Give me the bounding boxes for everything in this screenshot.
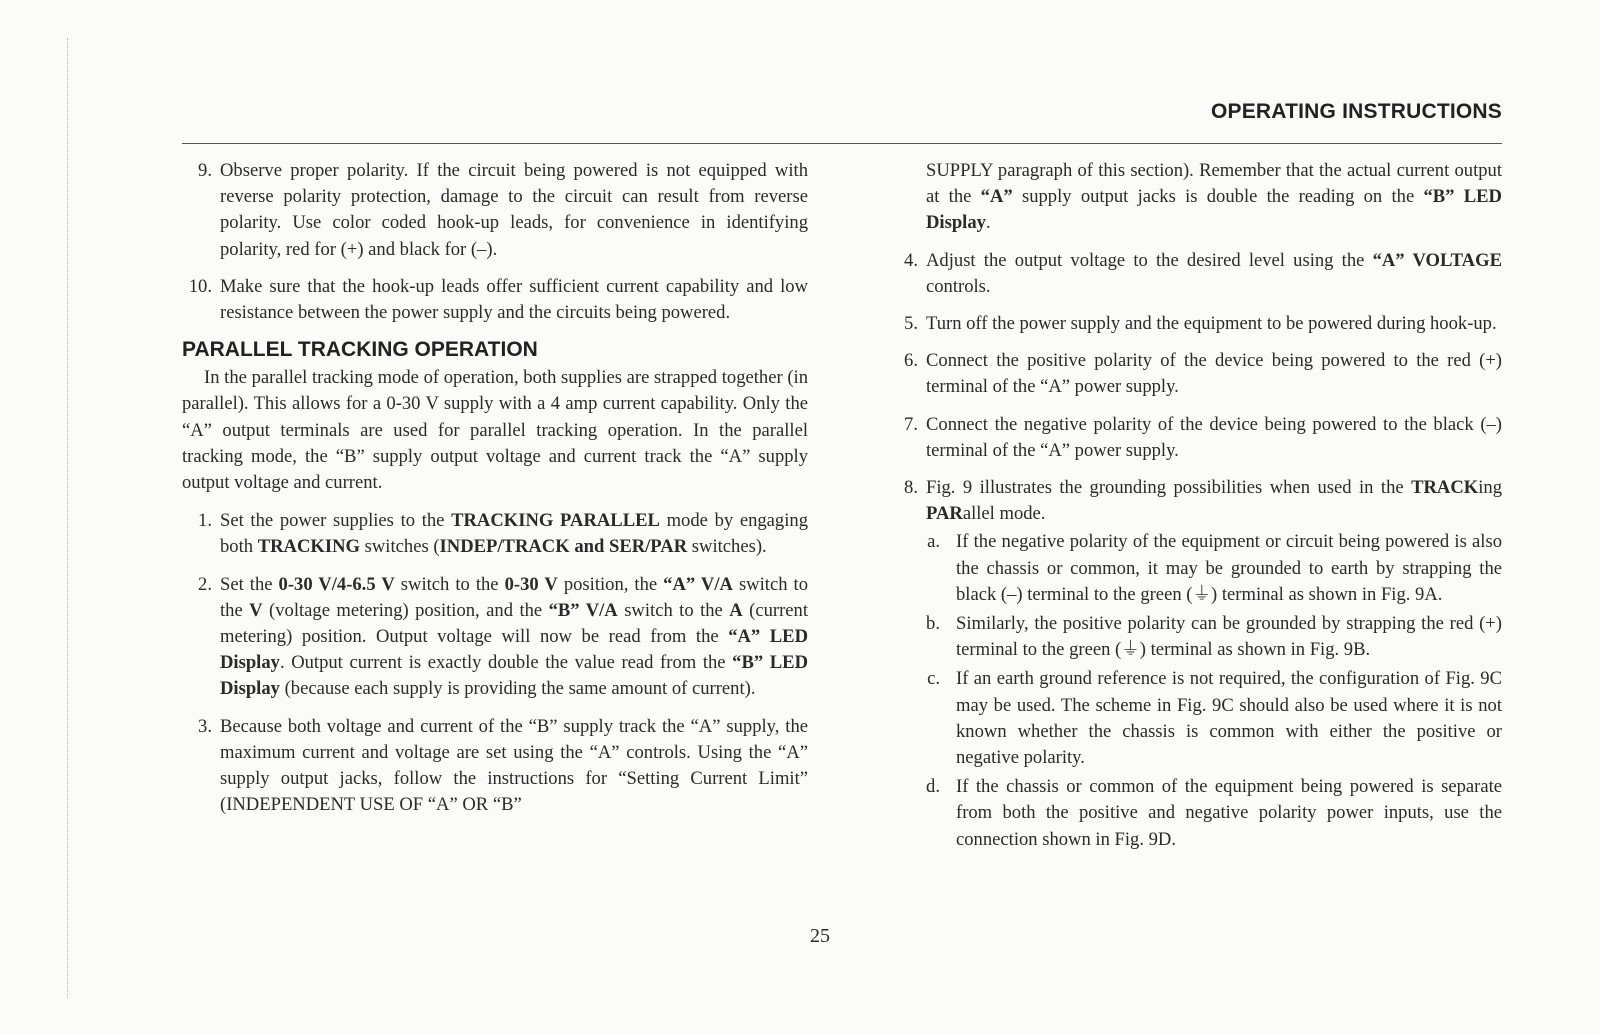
sub-item-text: If an earth ground reference is not required, the configuration of Fig. 9C may be used. The scheme in Fig. 9C should also be used where it is not known whether the chassis is common with either the positive or negative polarity. xyxy=(956,668,1502,769)
sub-item-letter: b. xyxy=(926,613,940,635)
step-5 xyxy=(888,311,1502,337)
step-4 xyxy=(888,248,1502,300)
item-number: 9. xyxy=(198,160,212,181)
right-column xyxy=(888,158,1502,856)
step-number: 4. xyxy=(904,249,918,271)
sub-item-letter: c. xyxy=(927,668,940,690)
step-number: 5. xyxy=(904,313,918,335)
item-text: Make sure that the hook-up leads offer sufficient current capability and low resistance between the power supply and the circuits being powered. xyxy=(220,275,808,324)
step-text: Set the power supplies to the TRACKING PARALLEL mode by engaging both TRACKING switches (INDEP/TRACK and SER/PAR switches). xyxy=(220,510,808,558)
header-rule xyxy=(182,143,1502,144)
step-text: Set the 0-30 V/4-6.5 V switch to the 0-30 V position, the “A” V/A switch to the V (voltage metering) position, and the “B” V/A switch to the A (current metering) position. Output voltage will now be read from the “A” LED Display. Output current is exactly double the value read from the “B” LED Display (because each supply is providing the same amount of current). xyxy=(220,573,809,700)
sub-item-letter: a. xyxy=(927,531,940,553)
step-6 xyxy=(888,348,1502,400)
step-text: Because both voltage and current of the “B” supply track the “A” supply, the maximum current and voltage are set using the “A” controls. Using the “A” supply output jacks, follow the instructions for “Setting Current Limit” (INDEPENDENT USE OF “A” OR “B” xyxy=(220,715,808,816)
section-intro: In the parallel tracking mode of operation, both supplies are strapped together (in parallel). This allows for a 0-30 V supply with a 4 amp current capability. Only the “A” output terminals are used for parallel tracking operation. In the parallel tracking mode, the “B” supply output voltage and current track the “A” supply output voltage and current. xyxy=(182,367,808,494)
left-column xyxy=(182,158,808,829)
section-title: PARALLEL TRACKING OPERATION xyxy=(182,338,538,362)
page-number: 25 xyxy=(810,925,830,947)
sub-item-text: If the chassis or common of the equipment being powered is separate from both the positive and negative polarity power inputs, use the connection shown in Fig. 9D. xyxy=(956,776,1502,850)
sub-item-c xyxy=(888,666,1502,771)
binding-margin-line xyxy=(67,38,68,998)
sub-item-text: Similarly, the positive polarity can be grounded by strapping the red (+) terminal to the green (⏚) terminal as shown in Fig. 9B. xyxy=(956,613,1502,661)
step-8 xyxy=(888,475,1502,527)
sub-item-b xyxy=(888,611,1502,663)
item-text: Observe proper polarity. If the circuit being powered is not equipped with reverse polarity protection, damage to the circuit can result from reverse polarity. Use color coded hook-up leads, for convenience in identifying polarity, red for (+) and black for (–). xyxy=(220,160,808,260)
list-item-10 xyxy=(182,274,808,326)
sub-item-letter: d. xyxy=(926,776,940,798)
step-3 xyxy=(182,714,808,819)
step-text: Connect the negative polarity of the device being powered to the black (–) terminal of the “A” power supply. xyxy=(926,413,1502,461)
step-number: 8. xyxy=(904,477,918,499)
sub-item-a xyxy=(888,529,1502,608)
step-number: 2. xyxy=(198,573,212,595)
list-item-9 xyxy=(182,158,808,263)
step-text: Connect the positive polarity of the device being powered to the red (+) terminal of the “A” power supply. xyxy=(926,350,1502,398)
step-3-continued: SUPPLY paragraph of this section). Remember that the actual current output at the “A” supply output jacks is double the reading on the “B” LED Display. xyxy=(926,160,1502,234)
step-number: 3. xyxy=(198,715,212,737)
step-text: Fig. 9 illustrates the grounding possibilities when used in the TRACKing PARallel mode. xyxy=(926,477,1502,525)
item-number: 10. xyxy=(188,275,212,297)
step-2 xyxy=(182,572,808,703)
sub-item-d xyxy=(888,774,1502,853)
step-1 xyxy=(182,508,808,560)
page-header: OPERATING INSTRUCTIONS xyxy=(1210,100,1502,123)
step-7 xyxy=(888,412,1502,464)
step-number: 1. xyxy=(198,510,212,532)
step-text: Turn off the power supply and the equipment to be powered during hook-up. xyxy=(926,313,1497,335)
step-number: 7. xyxy=(904,413,918,435)
sub-item-text: If the negative polarity of the equipment or circuit being powered is also the chassis or common, it may be grounded to earth by strapping the black (–) terminal to the green (⏚) terminal as shown in Fig. 9A. xyxy=(956,531,1502,605)
step-number: 6. xyxy=(904,350,918,372)
step-text: Adjust the output voltage to the desired level using the “A” VOLTAGE controls. xyxy=(926,249,1502,297)
